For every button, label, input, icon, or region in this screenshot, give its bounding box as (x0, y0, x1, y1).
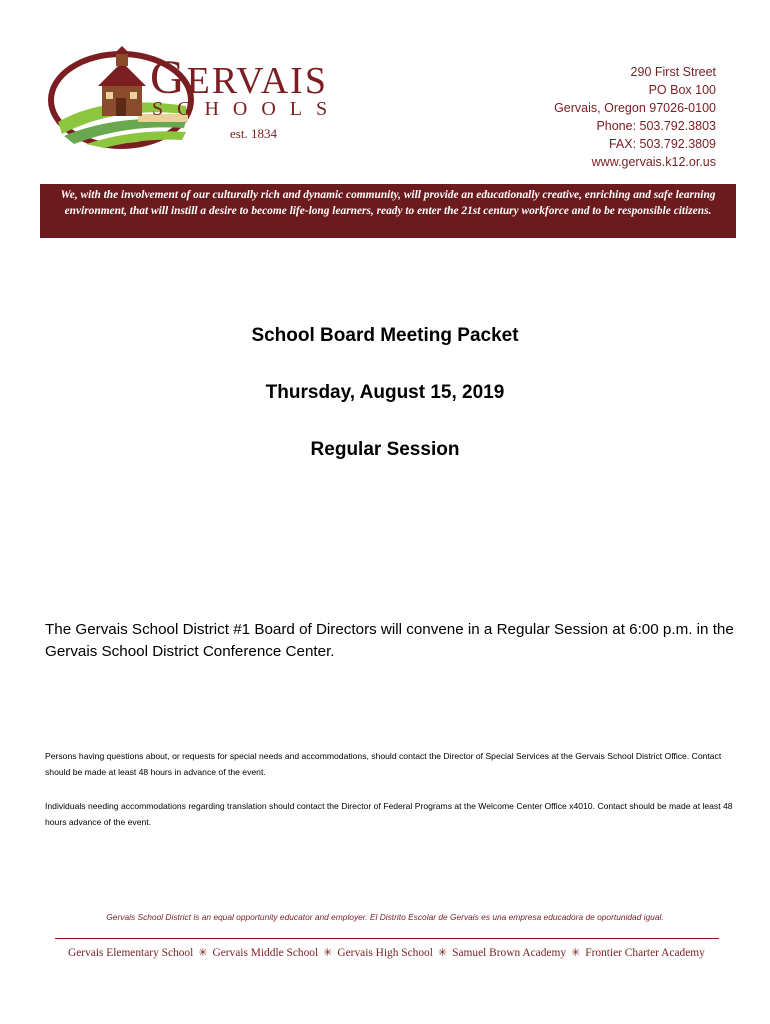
school-middle: Gervais Middle School (212, 947, 319, 959)
meeting-date: Thursday, August 15, 2019 (265, 382, 505, 403)
school-samuel-brown: Samuel Brown Academy (452, 947, 567, 959)
school-frontier-charter: Frontier Charter Academy (585, 947, 705, 959)
separator-icon: ✳ (571, 947, 581, 959)
logo-wordmark: GERVAIS (150, 51, 328, 104)
phone-number: Phone: 503.792.3803 (596, 119, 716, 133)
footer-school-list (68, 946, 748, 959)
separator-icon: ✳ (198, 947, 208, 959)
separator-icon: ✳ (323, 947, 333, 959)
street-address: 290 First Street (630, 65, 716, 79)
school-high: Gervais High School (337, 947, 433, 959)
contact-block (554, 63, 716, 171)
city-state-zip: Gervais, Oregon 97026-0100 (554, 101, 716, 115)
accommodations-note: Persons having questions about, or requests for special needs and accommodations, should contact the Director of Special Services at the Gervais School District Office. Contact should be made at least 48 hours in advance of the event. (45, 751, 722, 777)
school-elementary: Gervais Elementary School (68, 947, 194, 959)
footer-divider (55, 938, 719, 939)
fax-number: FAX: 503.792.3809 (608, 137, 716, 151)
translation-note: Individuals needing accommodations regarding translation should contact the Director of Federal Programs at the Welcome Center Office x4010. Contact should be made at least 48 hours advance of the event. (45, 801, 733, 827)
logo-subtitle: SCHOOLS (152, 98, 342, 120)
separator-icon: ✳ (437, 947, 448, 959)
mission-banner: We, with the involvement of our culturally rich and dynamic community, will provide an educationally creative, enriching and safe learning environment, that will instill a desire to become life-long learners, ready to enter the 21st century workforce and to be responsible citizens. (40, 184, 736, 238)
logo-established: est. 1834 (230, 126, 277, 141)
po-box: PO Box 100 (648, 83, 716, 97)
session-type: Regular Session (310, 439, 460, 460)
website-link[interactable]: www.gervais.k12.or.us (591, 155, 716, 169)
equal-opportunity-statement: Gervais School District is an equal opportunity educator and employer. El Distrito Escolar de Gervais es una empresa educadora de oportunidad igual. (106, 912, 664, 922)
convene-statement: The Gervais School District #1 Board of Directors will convene in a Regular Session at 6:00 p.m. in the Gervais School District Conference Center. (45, 621, 734, 660)
packet-title: School Board Meeting Packet (251, 325, 519, 346)
